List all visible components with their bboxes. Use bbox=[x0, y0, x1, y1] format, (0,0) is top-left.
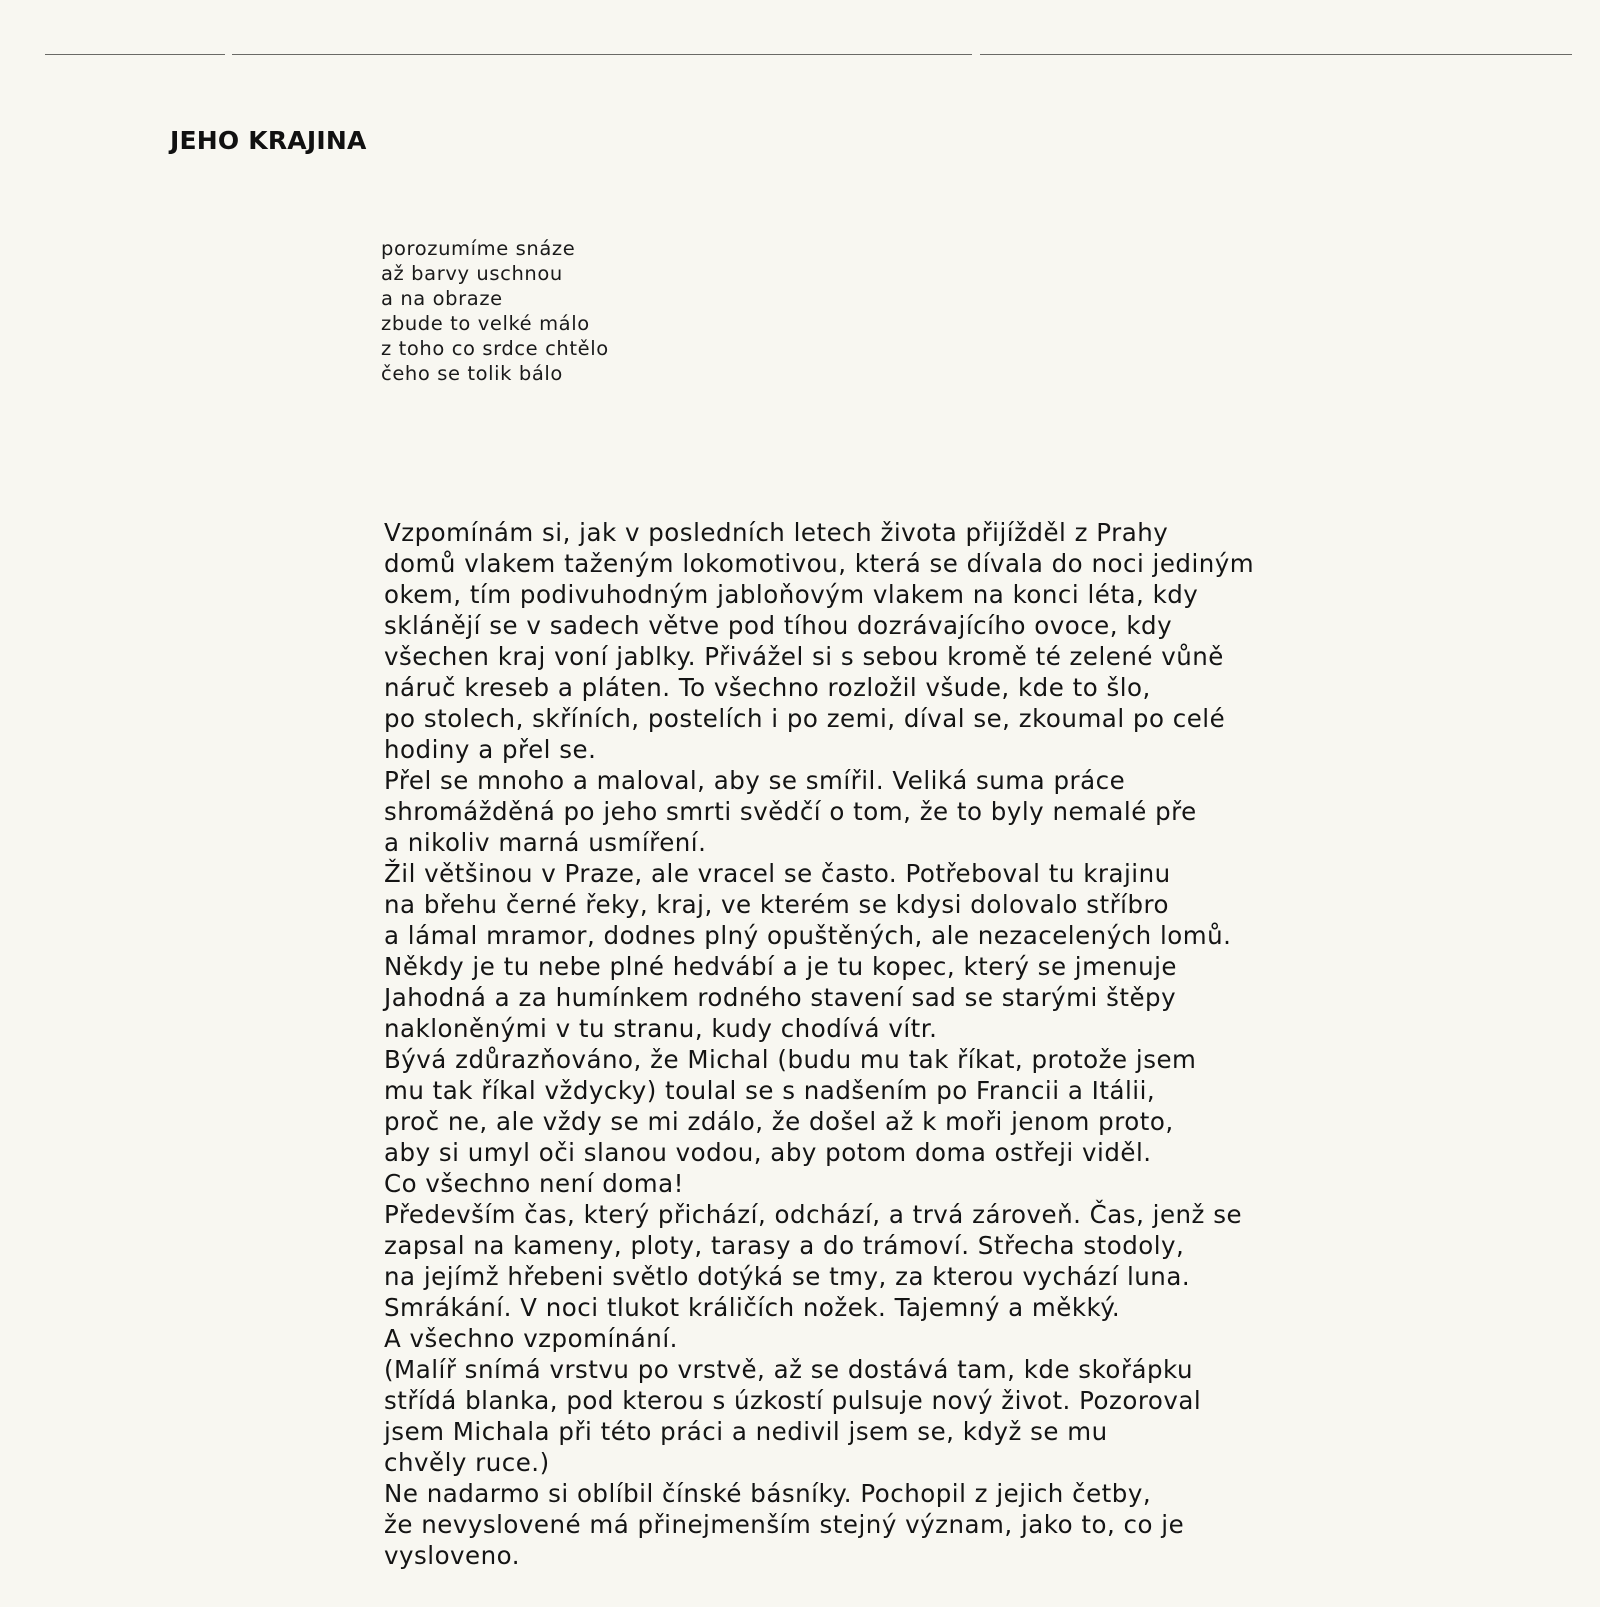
poem-line: čeho se tolik bálo bbox=[381, 362, 563, 385]
prose-line: Co všechno není doma! bbox=[384, 1169, 684, 1198]
prose-line: Především čas, který přichází, odchází, a trvá zároveň. Čas, jenž se bbox=[384, 1200, 1243, 1229]
prose-line: na jejímž hřebeni světlo dotýká se tmy, za kterou vychází luna. bbox=[384, 1262, 1191, 1291]
prose-line: chvěly ruce.) bbox=[384, 1448, 550, 1477]
page-title: JEHO KRAJINA bbox=[170, 126, 367, 155]
prose-line: okem, tím podivuhodným jabloňovým vlakem na konci léta, kdy bbox=[384, 580, 1199, 609]
prose-line: shromážděná po jeho smrti svědčí o tom, že to byly nemalé pře bbox=[384, 797, 1197, 826]
prose-line: Ne nadarmo si oblíbil čínské básníky. Pochopil z jejich četby, bbox=[384, 1479, 1152, 1508]
prose-line: hodiny a přel se. bbox=[384, 735, 597, 764]
poem-line: až barvy uschnou bbox=[381, 262, 563, 285]
prose-line: Přel se mnoho a maloval, aby se smířil. Veliká suma práce bbox=[384, 766, 1126, 795]
poem-line: porozumíme snáze bbox=[381, 237, 576, 260]
poem-block bbox=[381, 236, 609, 386]
prose-line: sklánějí se v sadech větve pod tíhou dozrávajícího ovoce, kdy bbox=[384, 611, 1173, 640]
prose-line: Bývá zdůrazňováno, že Michal (budu mu tak říkat, protože jsem bbox=[384, 1045, 1197, 1074]
prose-line: zapsal na kameny, ploty, tarasy a do trámoví. Střecha stodoly, bbox=[384, 1231, 1185, 1260]
prose-line: a nikoliv marná usmíření. bbox=[384, 828, 707, 857]
prose-line: vysloveno. bbox=[384, 1541, 521, 1570]
poem-line: zbude to velké málo bbox=[381, 312, 590, 335]
prose-line: domů vlakem taženým lokomotivou, která se dívala do noci jediným bbox=[384, 549, 1255, 578]
prose-line: proč ne, ale vždy se mi zdálo, že došel až k moři jenom proto, bbox=[384, 1107, 1174, 1136]
prose-line: aby si umyl oči slanou vodou, aby potom doma ostřeji viděl. bbox=[384, 1138, 1152, 1167]
prose-line: jsem Michala při této práci a nedivil jsem se, když se mu bbox=[384, 1417, 1108, 1446]
prose-line: na břehu černé řeky, kraj, ve kterém se kdysi dolovalo stříbro bbox=[384, 890, 1170, 919]
prose-line: Někdy je tu nebe plné hedvábí a je tu kopec, který se jmenuje bbox=[384, 952, 1177, 981]
prose-line: po stolech, skříních, postelích i po zemi, díval se, zkoumal po celé bbox=[384, 704, 1226, 733]
prose-line: Jahodná a za humínkem rodného stavení sad se starými štěpy bbox=[384, 983, 1177, 1012]
prose-line: že nevyslovené má přinejmenším stejný význam, jako to, co je bbox=[384, 1510, 1185, 1539]
poem-line: a na obraze bbox=[381, 287, 503, 310]
prose-line: Smrákání. V noci tlukot králičích nožek. Tajemný a měkký. bbox=[384, 1293, 1121, 1322]
prose-line: všechen kraj voní jablky. Přivážel si s sebou kromě té zelené vůně bbox=[384, 642, 1224, 671]
prose-line: A všechno vzpomínání. bbox=[384, 1324, 678, 1353]
prose-line: Žil většinou v Praze, ale vracel se často. Potřeboval tu krajinu bbox=[384, 859, 1171, 888]
top-rule-right bbox=[980, 54, 1572, 55]
prose-line: (Malíř snímá vrstvu po vrstvě, až se dostává tam, kde skořápku bbox=[384, 1355, 1193, 1384]
prose-line: Vzpomínám si, jak v posledních letech života přijížděl z Prahy bbox=[384, 518, 1169, 547]
prose-line: a lámal mramor, dodnes plný opuštěných, ale nezacelených lomů. bbox=[384, 921, 1232, 950]
prose-block bbox=[384, 517, 1284, 1571]
top-rule-middle bbox=[232, 54, 972, 55]
prose-line: nakloněnými v tu stranu, kudy chodívá vítr. bbox=[384, 1014, 938, 1043]
top-rule-left bbox=[45, 54, 225, 55]
prose-line: střídá blanka, pod kterou s úzkostí pulsuje nový život. Pozoroval bbox=[384, 1386, 1202, 1415]
prose-line: mu tak říkal vždycky) toulal se s nadšením po Francii a Itálii, bbox=[384, 1076, 1156, 1105]
poem-line: z toho co srdce chtělo bbox=[381, 337, 609, 360]
prose-line: náruč kreseb a pláten. To všechno rozložil všude, kde to šlo, bbox=[384, 673, 1151, 702]
